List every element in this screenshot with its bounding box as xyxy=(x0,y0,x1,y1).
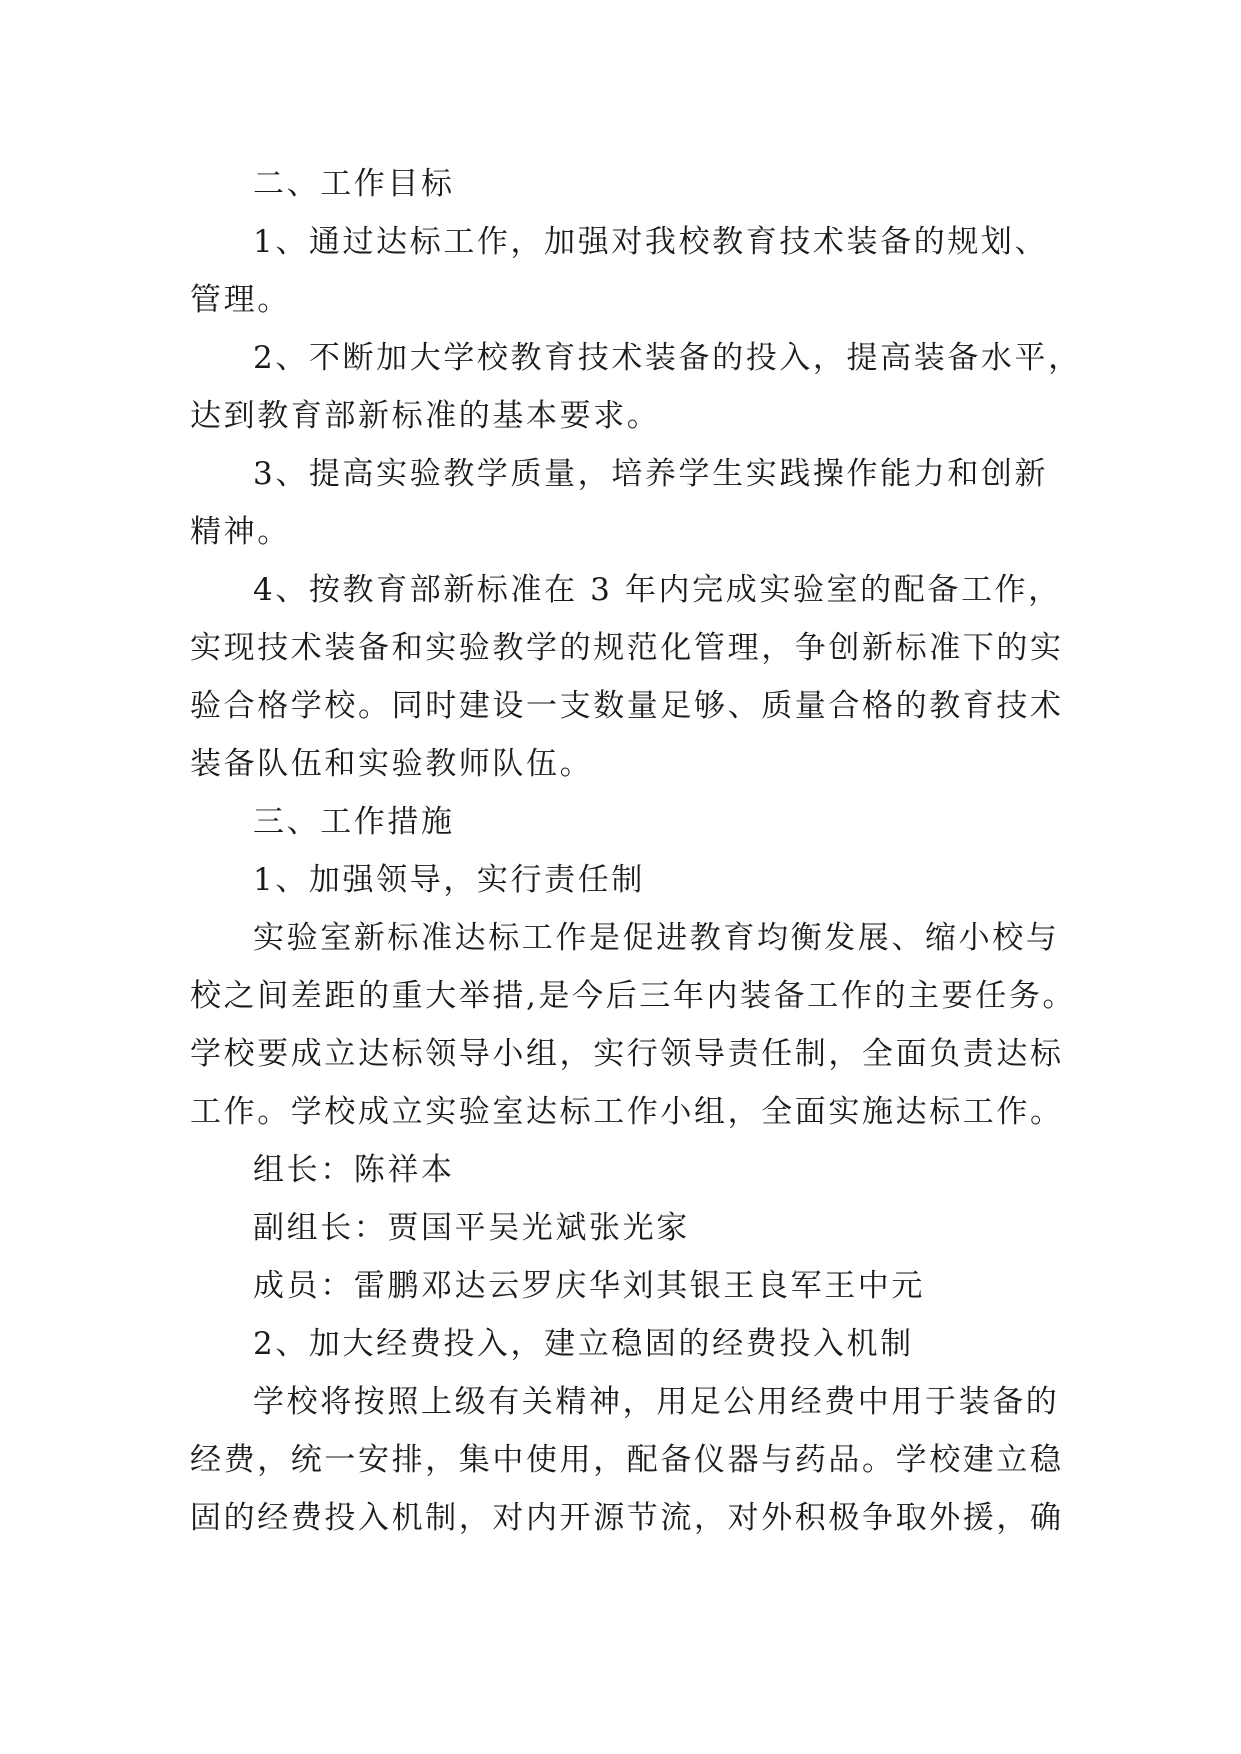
section-heading-measures: 三、工作措施 xyxy=(253,804,455,840)
paragraph-line: 固的经费投入机制，对内开源节流，对外积极争取外援，确 xyxy=(190,1500,1064,1536)
paragraph-line: 3、提高实验教学质量，培养学生实践操作能力和创新 xyxy=(253,456,1049,492)
paragraph-line: 经费，统一安排，集中使用，配备仪器与药品。学校建立稳 xyxy=(190,1442,1064,1478)
paragraph-line: 学校要成立达标领导小组，实行领导责任制，全面负责达标 xyxy=(190,1036,1064,1072)
paragraph-line: 学校将按照上级有关精神，用足公用经费中用于装备的 xyxy=(253,1384,1060,1420)
paragraph-line: 工作。学校成立实验室达标工作小组，全面实施达标工作。 xyxy=(190,1094,1064,1130)
paragraph-line: 实现技术装备和实验教学的规范化管理，争创新标准下的实 xyxy=(190,630,1064,666)
team-deputy-leaders: 副组长：贾国平吴光斌张光家 xyxy=(253,1210,690,1246)
team-members: 成员：雷鹏邓达云罗庆华刘其银王良军王中元 xyxy=(253,1268,925,1304)
paragraph-line: 达到教育部新标准的基本要求。 xyxy=(190,398,661,434)
subheading-funding: 2、加大经费投入，建立稳固的经费投入机制 xyxy=(253,1326,914,1362)
paragraph-line: 装备队伍和实验教师队伍。 xyxy=(190,746,594,782)
paragraph-line: 精神。 xyxy=(190,514,291,550)
team-leader: 组长：陈祥本 xyxy=(253,1152,455,1188)
paragraph-line: 2、不断加大学校教育技术装备的投入，提高装备水平， xyxy=(253,340,1082,376)
paragraph-line: 验合格学校。同时建设一支数量足够、质量合格的教育技术 xyxy=(190,688,1064,724)
paragraph-line: 实验室新标准达标工作是促进教育均衡发展、缩小校与 xyxy=(253,920,1060,956)
paragraph-line: 1、通过达标工作，加强对我校教育技术装备的规划、 xyxy=(253,224,1049,260)
paragraph-line: 管理。 xyxy=(190,282,291,318)
paragraph-line: 4、按教育部新标准在 3 年内完成实验室的配备工作， xyxy=(253,572,1062,608)
section-heading-goals: 二、工作目标 xyxy=(253,166,455,202)
subheading-leadership: 1、加强领导，实行责任制 xyxy=(253,862,645,898)
paragraph-line: 校之间差距的重大举措,是今后三年内装备工作的主要任务。 xyxy=(190,978,1077,1014)
